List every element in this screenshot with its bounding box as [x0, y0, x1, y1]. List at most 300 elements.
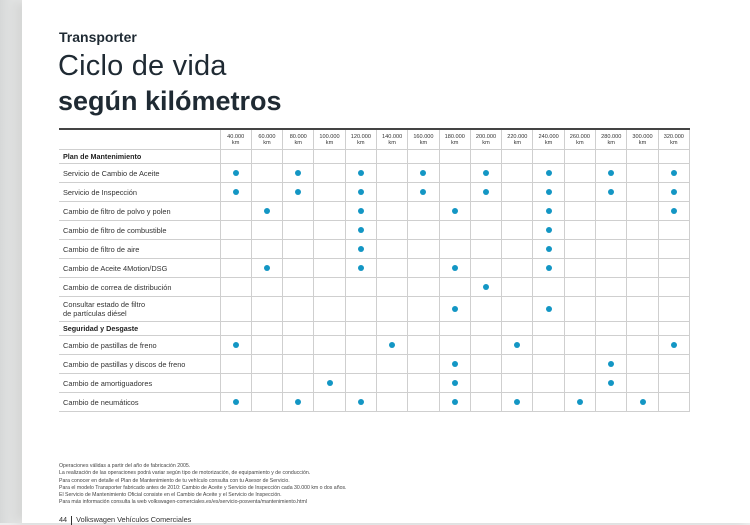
- km-value: 100.000: [319, 133, 340, 140]
- scheduled-dot-icon: [358, 170, 364, 176]
- schedule-cell: [251, 240, 282, 259]
- scheduled-dot-icon: [483, 189, 489, 195]
- empty-cell: [251, 150, 282, 164]
- schedule-cell: [533, 278, 564, 297]
- operation-label: [59, 183, 220, 202]
- operation-label-line: Cambio de correa de distribución: [63, 282, 172, 292]
- footnote-line: Para conocer en detalle el Plan de Mantenimiento de tu vehículo consulta con tu Asesor de Servicio.: [59, 477, 290, 484]
- operation-label: [59, 259, 220, 278]
- km-column-header: [408, 129, 439, 150]
- model-name: Transporter: [59, 29, 137, 45]
- empty-cell: [376, 322, 407, 336]
- schedule-cell: [627, 183, 658, 202]
- schedule-cell: [220, 202, 251, 221]
- km-column-header: [283, 129, 314, 150]
- page-number: 44: [59, 515, 68, 524]
- schedule-cell: [439, 259, 470, 278]
- schedule-cell: [251, 183, 282, 202]
- schedule-cell: [283, 297, 314, 322]
- scheduled-dot-icon: [608, 380, 614, 386]
- schedule-cell: [251, 297, 282, 322]
- schedule-cell: [533, 240, 564, 259]
- schedule-cell: [345, 202, 376, 221]
- scheduled-dot-icon: [452, 361, 458, 367]
- scheduled-dot-icon: [514, 342, 520, 348]
- schedule-cell: [251, 202, 282, 221]
- schedule-cell: [470, 278, 501, 297]
- schedule-cell: [564, 259, 595, 278]
- schedule-cell: [596, 259, 627, 278]
- operation-label-line: Cambio de filtro de aire: [63, 244, 140, 254]
- scheduled-dot-icon: [671, 170, 677, 176]
- schedule-cell: [564, 374, 595, 393]
- km-column-header: [314, 129, 345, 150]
- operation-label-line: Consultar estado de filtro: [63, 300, 146, 309]
- km-value: 240.000: [538, 133, 559, 140]
- km-value: 260.000: [569, 133, 591, 140]
- schedule-cell: [439, 297, 470, 322]
- schedule-cell: [345, 336, 376, 355]
- schedule-cell: [251, 164, 282, 183]
- schedule-cell: [627, 164, 658, 183]
- scheduled-dot-icon: [327, 380, 333, 386]
- schedule-cell: [345, 221, 376, 240]
- schedule-cell: [658, 278, 689, 297]
- schedule-cell: [408, 297, 439, 322]
- schedule-cell: [439, 202, 470, 221]
- km-value: 160.000: [413, 133, 434, 140]
- operation-label: [59, 355, 220, 374]
- schedule-cell: [470, 393, 501, 412]
- schedule-cell: [220, 393, 251, 412]
- scheduled-dot-icon: [546, 227, 552, 233]
- schedule-cell: [220, 336, 251, 355]
- table-row: [59, 336, 690, 355]
- schedule-cell: [220, 259, 251, 278]
- operation-label-line: Cambio de neumáticos: [63, 397, 139, 407]
- footnote-line: La realización de las operaciones podrá variar según tipo de motorización, de equipamiento y de conducción.: [59, 470, 311, 477]
- km-unit: km: [357, 139, 365, 146]
- footnotes: [59, 463, 659, 507]
- schedule-cell: [564, 336, 595, 355]
- km-column-header: [345, 129, 376, 150]
- km-column-header: [596, 129, 627, 150]
- schedule-cell: [502, 202, 533, 221]
- km-column-header: [251, 129, 282, 150]
- empty-cell: [345, 150, 376, 164]
- schedule-cell: [627, 336, 658, 355]
- km-column-header: [658, 129, 689, 150]
- scheduled-dot-icon: [295, 189, 301, 195]
- schedule-cell: [345, 297, 376, 322]
- schedule-cell: [314, 393, 345, 412]
- table-row: [59, 240, 690, 259]
- schedule-cell: [283, 374, 314, 393]
- scheduled-dot-icon: [389, 342, 395, 348]
- schedule-cell: [533, 374, 564, 393]
- schedule-cell: [345, 183, 376, 202]
- km-column-header: [502, 129, 533, 150]
- km-value: 60.000: [258, 133, 276, 140]
- schedule-cell: [220, 374, 251, 393]
- schedule-cell: [251, 278, 282, 297]
- scheduled-dot-icon: [358, 265, 364, 271]
- schedule-cell: [439, 355, 470, 374]
- schedule-cell: [596, 393, 627, 412]
- schedule-cell: [470, 221, 501, 240]
- schedule-cell: [596, 164, 627, 183]
- km-unit: km: [450, 139, 459, 146]
- schedule-cell: [533, 393, 564, 412]
- footer-divider: [71, 516, 72, 525]
- scheduled-dot-icon: [640, 399, 646, 405]
- km-header-row: [59, 129, 690, 150]
- schedule-cell: [283, 183, 314, 202]
- empty-cell: [596, 150, 627, 164]
- empty-cell: [345, 322, 376, 336]
- schedule-cell: [596, 221, 627, 240]
- schedule-cell: [283, 221, 314, 240]
- schedule-cell: [564, 221, 595, 240]
- page-title-line-2: según kilómetros: [58, 86, 282, 116]
- schedule-cell: [470, 183, 501, 202]
- schedule-cell: [533, 297, 564, 322]
- schedule-cell: [596, 240, 627, 259]
- empty-cell: [533, 322, 564, 336]
- schedule-cell: [470, 240, 501, 259]
- km-value: 180.000: [444, 133, 465, 140]
- schedule-cell: [376, 202, 407, 221]
- schedule-cell: [627, 240, 658, 259]
- table-row: [59, 374, 690, 393]
- km-value: 300.000: [632, 133, 653, 140]
- footnote-line: Para más información consulta la web volkswagen-comerciales.es/es/servicio-posventa/mantenimiento.html: [59, 499, 307, 506]
- schedule-cell: [470, 374, 501, 393]
- schedule-cell: [408, 221, 439, 240]
- schedule-cell: [408, 183, 439, 202]
- schedule-cell: [533, 336, 564, 355]
- operation-label: [59, 240, 220, 259]
- schedule-cell: [439, 336, 470, 355]
- scheduled-dot-icon: [264, 208, 270, 214]
- schedule-cell: [376, 240, 407, 259]
- schedule-cell: [314, 202, 345, 221]
- schedule-cell: [564, 278, 595, 297]
- scheduled-dot-icon: [452, 306, 458, 312]
- km-value: 220.000: [507, 133, 528, 140]
- schedule-cell: [345, 278, 376, 297]
- schedule-cell: [408, 202, 439, 221]
- km-column-header: [564, 129, 595, 150]
- scheduled-dot-icon: [546, 246, 552, 252]
- schedule-cell: [533, 183, 564, 202]
- section-title: Seguridad y Desgaste: [59, 322, 220, 336]
- scheduled-dot-icon: [420, 170, 426, 176]
- schedule-cell: [314, 278, 345, 297]
- schedule-cell: [314, 297, 345, 322]
- schedule-cell: [596, 278, 627, 297]
- schedule-cell: [376, 355, 407, 374]
- scheduled-dot-icon: [546, 306, 552, 312]
- schedule-cell: [502, 336, 533, 355]
- section-header-row: [59, 150, 690, 164]
- schedule-cell: [345, 355, 376, 374]
- empty-cell: [502, 322, 533, 336]
- schedule-cell: [502, 278, 533, 297]
- schedule-cell: [470, 259, 501, 278]
- operation-label-line: Servicio de Inspección: [63, 187, 137, 197]
- schedule-cell: [439, 240, 470, 259]
- schedule-cell: [251, 393, 282, 412]
- scheduled-dot-icon: [452, 208, 458, 214]
- scheduled-dot-icon: [483, 284, 489, 290]
- empty-cell: [627, 150, 658, 164]
- schedule-cell: [283, 259, 314, 278]
- scheduled-dot-icon: [608, 361, 614, 367]
- km-value: 200.000: [475, 133, 497, 140]
- scheduled-dot-icon: [358, 227, 364, 233]
- footnote-line: Para el modelo Transporter fabricado antes de 2010: Cambio de Aceite y Servicio de Inspección cada 30.000 km o dos años.: [59, 484, 347, 491]
- km-value: 80.000: [289, 133, 307, 140]
- table-row: [59, 259, 690, 278]
- km-column-header: [627, 129, 658, 150]
- scheduled-dot-icon: [358, 246, 364, 252]
- scheduled-dot-icon: [483, 170, 489, 176]
- km-value: 40.000: [227, 133, 245, 140]
- page-title-line-1: Ciclo de vida: [58, 50, 227, 82]
- header-corner: [59, 129, 220, 150]
- scheduled-dot-icon: [233, 399, 239, 405]
- schedule-cell: [376, 336, 407, 355]
- schedule-cell: [408, 355, 439, 374]
- schedule-cell: [627, 355, 658, 374]
- scheduled-dot-icon: [671, 208, 677, 214]
- schedule-cell: [470, 297, 501, 322]
- table-row: [59, 297, 690, 322]
- schedule-cell: [533, 259, 564, 278]
- schedule-cell: [533, 355, 564, 374]
- schedule-cell: [627, 297, 658, 322]
- schedule-cell: [658, 297, 689, 322]
- empty-cell: [220, 322, 251, 336]
- schedule-cell: [376, 374, 407, 393]
- section-title: Plan de Mantenimiento: [59, 150, 220, 164]
- schedule-cell: [220, 240, 251, 259]
- schedule-cell: [345, 374, 376, 393]
- table-row: [59, 183, 690, 202]
- schedule-cell: [627, 259, 658, 278]
- operation-label: [59, 164, 220, 183]
- schedule-cell: [408, 374, 439, 393]
- schedule-cell: [470, 202, 501, 221]
- scheduled-dot-icon: [577, 399, 583, 405]
- schedule-cell: [345, 259, 376, 278]
- footnote-line: Operaciones válidas a partir del año de fabricación 2005.: [59, 463, 191, 469]
- schedule-cell: [283, 240, 314, 259]
- km-value: 320.000: [663, 133, 684, 140]
- scheduled-dot-icon: [608, 189, 614, 195]
- schedule-cell: [658, 183, 689, 202]
- schedule-cell: [533, 202, 564, 221]
- schedule-cell: [627, 202, 658, 221]
- km-unit: km: [325, 139, 334, 146]
- operation-label: [59, 393, 220, 412]
- schedule-cell: [596, 297, 627, 322]
- empty-cell: [627, 322, 658, 336]
- schedule-cell: [627, 278, 658, 297]
- schedule-cell: [220, 164, 251, 183]
- schedule-cell: [376, 164, 407, 183]
- schedule-cell: [564, 202, 595, 221]
- scheduled-dot-icon: [264, 265, 270, 271]
- empty-cell: [658, 150, 689, 164]
- schedule-cell: [408, 259, 439, 278]
- schedule-cell: [314, 240, 345, 259]
- km-unit: km: [263, 139, 271, 146]
- schedule-cell: [502, 183, 533, 202]
- scheduled-dot-icon: [233, 170, 239, 176]
- schedule-cell: [283, 278, 314, 297]
- schedule-cell: [220, 355, 251, 374]
- empty-cell: [564, 322, 595, 336]
- schedule-cell: [283, 393, 314, 412]
- empty-cell: [439, 150, 470, 164]
- schedule-cell: [533, 221, 564, 240]
- schedule-cell: [408, 240, 439, 259]
- schedule-cell: [283, 355, 314, 374]
- operation-label: [59, 221, 220, 240]
- page-footer: [59, 515, 191, 525]
- km-unit: km: [544, 139, 553, 146]
- scheduled-dot-icon: [295, 399, 301, 405]
- schedule-cell: [376, 183, 407, 202]
- empty-cell: [220, 150, 251, 164]
- schedule-cell: [596, 202, 627, 221]
- scheduled-dot-icon: [233, 189, 239, 195]
- scheduled-dot-icon: [452, 399, 458, 405]
- operation-label-line: de partículas diésel: [63, 309, 127, 318]
- schedule-cell: [251, 355, 282, 374]
- schedule-cell: [596, 183, 627, 202]
- schedule-cell: [564, 240, 595, 259]
- empty-cell: [408, 150, 439, 164]
- operation-label-line: Cambio de pastillas de freno: [63, 340, 157, 350]
- operation-label: [59, 202, 220, 221]
- scheduled-dot-icon: [358, 208, 364, 214]
- scheduled-dot-icon: [546, 208, 552, 214]
- scheduled-dot-icon: [452, 380, 458, 386]
- operation-label-line: Cambio de filtro de polvo y polen: [63, 206, 171, 216]
- table-row: [59, 393, 690, 412]
- empty-cell: [283, 150, 314, 164]
- schedule-cell: [596, 355, 627, 374]
- operation-label-line: Cambio de filtro de combustible: [63, 225, 167, 235]
- empty-cell: [470, 150, 501, 164]
- schedule-cell: [376, 278, 407, 297]
- empty-cell: [658, 322, 689, 336]
- schedule-cell: [314, 164, 345, 183]
- empty-cell: [564, 150, 595, 164]
- schedule-cell: [470, 164, 501, 183]
- schedule-cell: [283, 164, 314, 183]
- empty-cell: [314, 322, 345, 336]
- schedule-cell: [502, 297, 533, 322]
- schedule-cell: [251, 259, 282, 278]
- schedule-cell: [502, 221, 533, 240]
- section-header-row: [59, 322, 690, 336]
- schedule-cell: [502, 393, 533, 412]
- schedule-cell: [564, 183, 595, 202]
- operation-label-line: Cambio de amortiguadores: [63, 378, 153, 388]
- schedule-cell: [658, 355, 689, 374]
- schedule-cell: [502, 355, 533, 374]
- schedule-cell: [502, 374, 533, 393]
- km-unit: km: [419, 139, 428, 146]
- schedule-body: [59, 150, 690, 412]
- empty-cell: [596, 322, 627, 336]
- schedule-cell: [439, 221, 470, 240]
- scheduled-dot-icon: [452, 265, 458, 271]
- schedule-cell: [596, 374, 627, 393]
- scheduled-dot-icon: [671, 342, 677, 348]
- km-column-header: [533, 129, 564, 150]
- schedule-cell: [502, 240, 533, 259]
- schedule-cell: [283, 202, 314, 221]
- page-gutter-shadow: [0, 0, 22, 523]
- operation-label: [59, 336, 220, 355]
- schedule-cell: [408, 393, 439, 412]
- footnote-line: El Servicio de Mantenimiento Oficial consiste en el Cambio de Aceite y el Servicio de Inspección.: [59, 492, 282, 499]
- schedule-cell: [408, 278, 439, 297]
- schedule-cell: [220, 221, 251, 240]
- km-unit: km: [513, 139, 522, 146]
- km-column-header: [376, 129, 407, 150]
- schedule-cell: [314, 374, 345, 393]
- table-row: [59, 355, 690, 374]
- km-value: 140.000: [382, 133, 403, 140]
- schedule-cell: [345, 393, 376, 412]
- scheduled-dot-icon: [358, 399, 364, 405]
- schedule-cell: [345, 240, 376, 259]
- scheduled-dot-icon: [671, 189, 677, 195]
- empty-cell: [251, 322, 282, 336]
- schedule-cell: [658, 374, 689, 393]
- schedule-cell: [564, 393, 595, 412]
- schedule-cell: [314, 355, 345, 374]
- schedule-cell: [251, 336, 282, 355]
- km-unit: km: [231, 139, 240, 146]
- schedule-cell: [220, 297, 251, 322]
- schedule-cell: [564, 297, 595, 322]
- empty-cell: [408, 322, 439, 336]
- km-unit: km: [638, 139, 647, 146]
- km-unit: km: [670, 139, 678, 146]
- schedule-cell: [627, 393, 658, 412]
- schedule-cell: [564, 355, 595, 374]
- schedule-cell: [596, 336, 627, 355]
- km-value: 280.000: [601, 133, 622, 140]
- km-column-header: [470, 129, 501, 150]
- schedule-cell: [251, 374, 282, 393]
- schedule-cell: [376, 221, 407, 240]
- operation-label-line: Cambio de Aceite 4Motion/DSG: [63, 263, 168, 273]
- scheduled-dot-icon: [295, 170, 301, 176]
- km-column-header: [220, 129, 251, 150]
- schedule-cell: [439, 183, 470, 202]
- empty-cell: [533, 150, 564, 164]
- table-row: [59, 164, 690, 183]
- schedule-cell: [658, 221, 689, 240]
